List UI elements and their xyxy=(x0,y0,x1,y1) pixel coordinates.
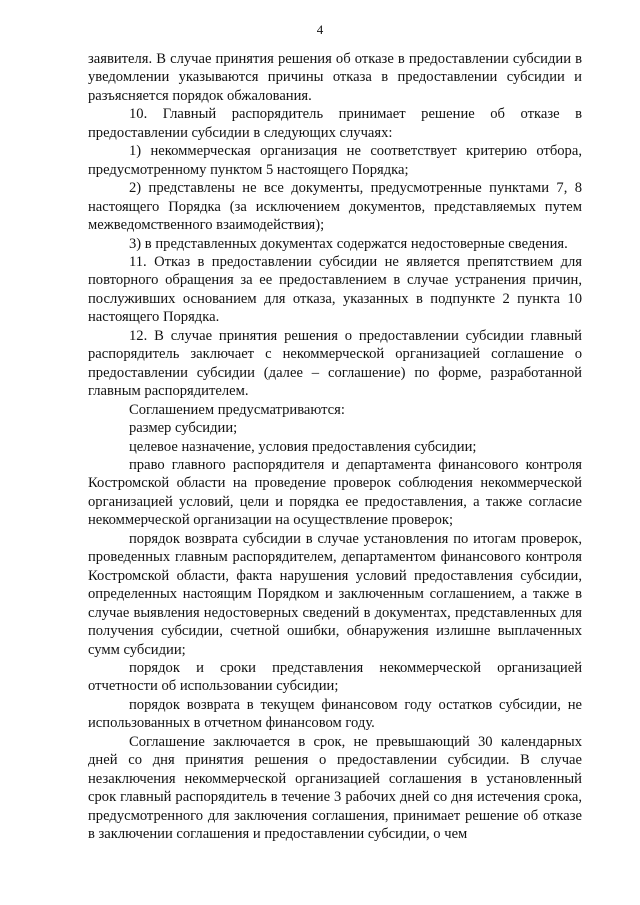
document-body xyxy=(88,50,582,843)
provision-refund-order: порядок возврата субсидии в случае установления по итогам проверок, проведенных главным распорядителем, департаментом финансового контроля Костромской области, факта нарушения условий предоставления субсидии, определенных настоящим Порядком и заключенным соглашением, а также в случае выявления недостоверных сведений в документах, представленных для получения субсидии, счетной ошибки, обнаружения излишне выплаченных сумм субсидии; xyxy=(88,530,582,658)
provision-audit-right: право главного распорядителя и департамента финансового контроля Костромской области на проведение проверок соблюдения некоммерческой организацией условий, цели и порядка ее предоставления, а также согласие некоммерческой организации на осуществление проверок; xyxy=(88,456,582,529)
provision-size: размер субсидии; xyxy=(129,420,238,437)
paragraph-item-12: 12. В случае принятия решения о предоставлении субсидии главный распорядитель заключает с некоммерческой организацией соглашение о предоставлении субсидии (далее – соглашение) по форме, разработанной главным распорядителем. xyxy=(88,327,582,400)
agreement-provisions-heading: Соглашением предусматриваются: xyxy=(129,401,345,418)
paragraph: заявителя. В случае принятия решения об отказе в предоставлении субсидии в уведомлении указываются причины отказа в предоставлении субсидии и разъясняется порядок обжалования. xyxy=(88,51,582,104)
subitem-2: 2) представлены не все документы, предусмотренные пунктами 7, 8 настоящего Порядка (за исключением документов, представляемых путем межведомственного взаимодействия); xyxy=(88,180,582,234)
subitem-1: 1) некоммерческая организация не соответствует критерию отбора, предусмотренному пунктом 5 настоящего Порядка; xyxy=(88,143,582,178)
paragraph-item-11: 11. Отказ в предоставлении субсидии не является препятствием для повторного обращения за ее предоставлением в случае устранения причин, послуживших основанием для отказа, указанных в подпункте 2 пункта 10 настоящего Порядка. xyxy=(88,253,582,326)
provision-purpose: целевое назначение, условия предоставления субсидии; xyxy=(129,438,477,455)
page-number: 4 xyxy=(316,22,324,37)
paragraph-agreement-term: Соглашение заключается в срок, не превышающий 30 календарных дней со дня принятия решения о предоставлении субсидии. В случае незаключения некоммерческой организацией соглашения в установленный срок главный распорядитель в течение 3 рабочих дней со дня истечения срока, предусмотренного для заключения соглашения, принимает решение об отказе в заключении соглашения и предоставлении субсидии, о чем xyxy=(88,733,582,843)
provision-reporting: порядок и сроки представления некоммерческой организацией отчетности об использовании субсидии; xyxy=(88,659,582,695)
paragraph-item-10: 10. Главный распорядитель принимает решение об отказе в предоставлении субсидии в следующих случаях: xyxy=(88,106,582,141)
subitem-3: 3) в представленных документах содержатся недостоверные сведения. xyxy=(129,235,568,252)
provision-remainder-return: порядок возврата в текущем финансовом году остатков субсидии, не использованных в отчетном финансовом году. xyxy=(88,696,582,732)
